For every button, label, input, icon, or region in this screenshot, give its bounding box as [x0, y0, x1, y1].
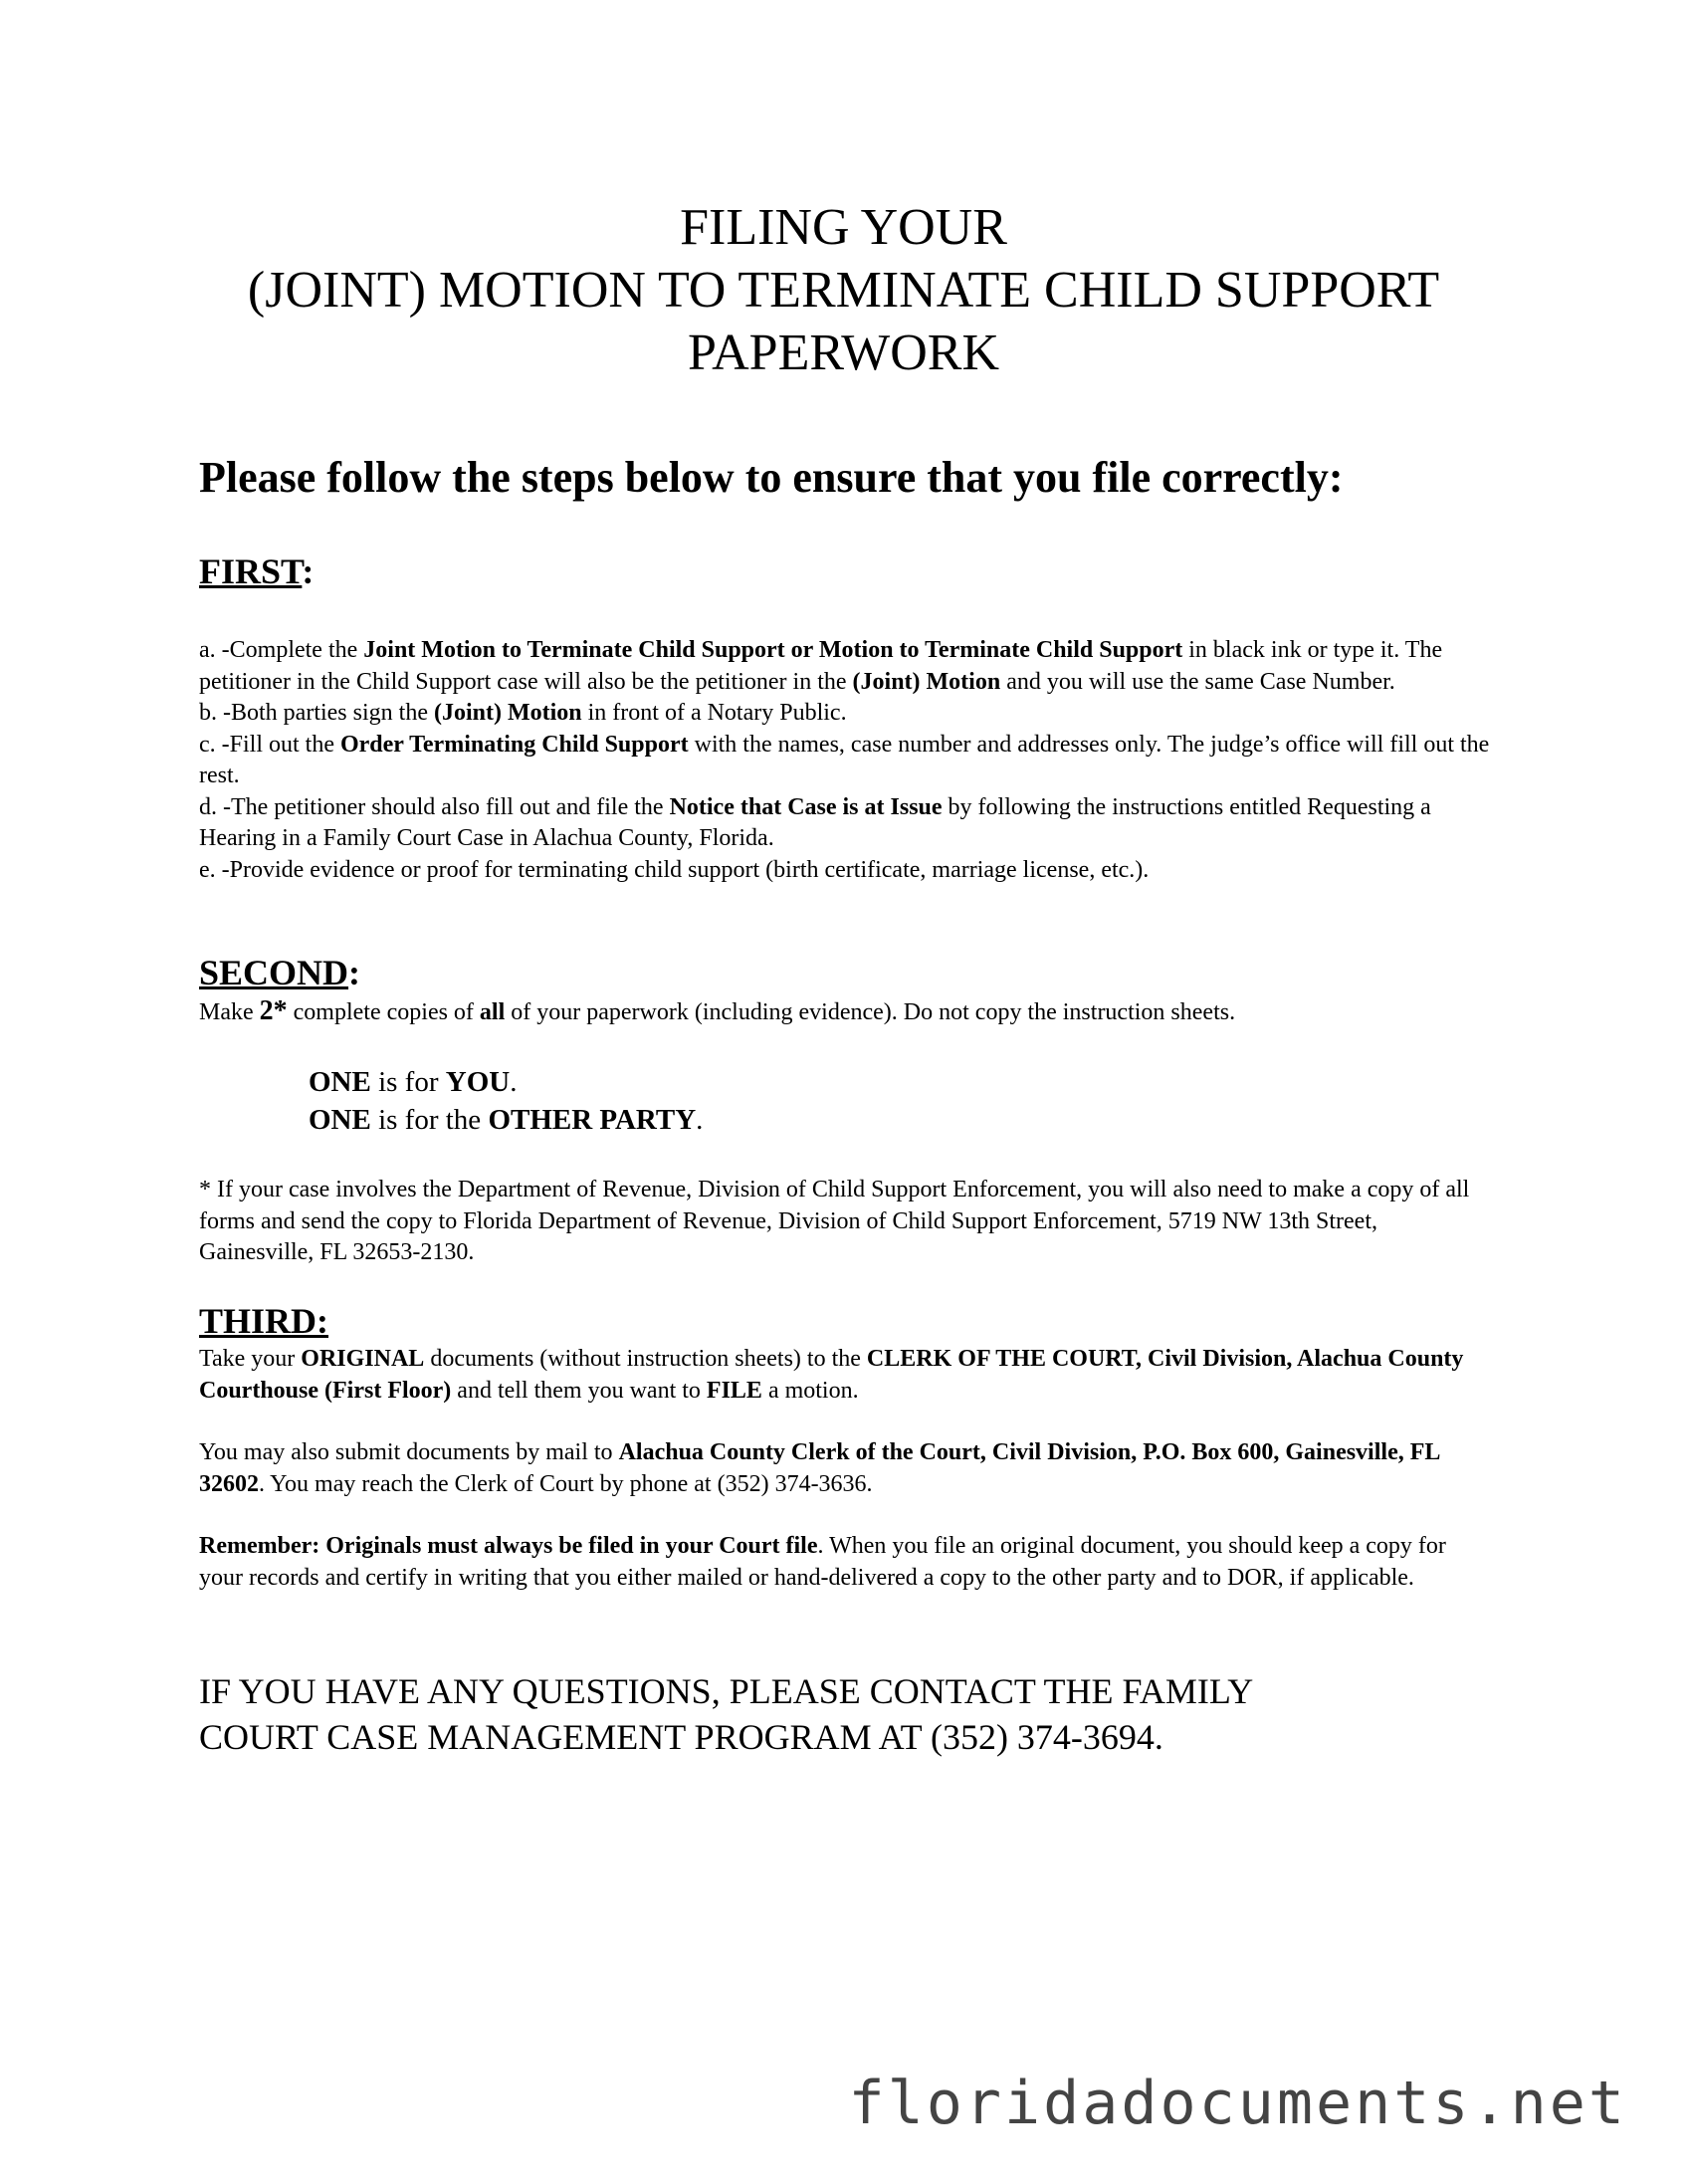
mail-instructions: You may also submit documents by mail to Alachua County Clerk of the Court, Civil Division, P.O. Box 600, Gainesville, FL 32602. You may reach the Clerk of Court by phone at (352) 374-3636. — [199, 1439, 1440, 1497]
first-heading-label: FIRST — [199, 551, 303, 591]
copy-for-other-party: ONE is for the OTHER PARTY. — [309, 1104, 704, 1136]
contact-notice — [199, 1668, 1493, 1760]
second-heading-colon: : — [348, 953, 361, 992]
document-title — [0, 196, 1687, 384]
step-e: e. -Provide evidence or proof for terminating child support (birth certificate, marriage license, etc.). — [199, 856, 1150, 883]
contact-line-2: COURT CASE MANAGEMENT PROGRAM AT (352) 374-3694. — [199, 1717, 1163, 1757]
title-line-3: PAPERWORK — [687, 325, 1000, 381]
step-b: b. -Both parties sign the (Joint) Motion in front of a Notary Public. — [199, 700, 847, 726]
step-a: a. -Complete the Joint Motion to Terminate Child Support or Motion to Terminate Child Support in black ink or type it. The petitioner in the Child Support case will also be the petitioner in the (Joint) Motion and you will use the same Case Number. — [199, 637, 1443, 695]
contact-line-1: IF YOU HAVE ANY QUESTIONS, PLEASE CONTACT THE FAMILY — [199, 1671, 1254, 1711]
title-line-2: (JOINT) MOTION TO TERMINATE CHILD SUPPORT — [247, 262, 1440, 319]
dor-note: * If your case involves the Department of Revenue, Division of Child Support Enforcement, you will also need to make a copy of all forms and send the copy to Florida Department of Revenue, Division of Child Support Enforcement, 5719 NW 13th Street, Gainesville, FL 32653-2130. — [199, 1177, 1470, 1265]
second-heading-label: SECOND — [199, 953, 349, 992]
third-heading-label: THIRD: — [199, 1301, 329, 1341]
watermark: floridadocuments.net — [848, 2069, 1627, 2138]
copy-for-you: ONE is for YOU. — [309, 1066, 518, 1098]
first-steps — [199, 635, 1493, 886]
first-heading — [199, 549, 314, 593]
third-heading — [199, 1299, 328, 1343]
step-d: d. -The petitioner should also fill out and file the Notice that Case is at Issue by following the instructions entitled Requesting a Hearing in a Family Court Case in Alachua County, Florida. — [199, 793, 1431, 851]
second-text: Make 2* complete copies of all of your paperwork (including evidence). Do not copy the instruction sheets. — [199, 995, 1236, 1026]
copy-distribution — [309, 1063, 703, 1139]
first-heading-colon: : — [302, 551, 315, 591]
title-line-1: FILING YOUR — [680, 199, 1007, 256]
intro-heading: Please follow the steps below to ensure that you file correctly: — [199, 453, 1344, 502]
third-filing-instructions: Take your ORIGINAL documents (without instruction sheets) to the CLERK OF THE COURT, Civil Division, Alachua County Courthouse (First Floor) and tell them you want to FILE a motion. — [199, 1346, 1464, 1404]
second-heading — [199, 951, 360, 994]
remember-note: Remember: Originals must always be filed in your Court file. When you file an original document, you should keep a copy for your records and certify in writing that you either mailed or hand-delivered a copy to the other party and to DOR, if applicable. — [199, 1533, 1446, 1591]
step-c: c. -Fill out the Order Terminating Child Support with the names, case number and addresses only. The judge’s office will fill out the rest. — [199, 731, 1490, 788]
